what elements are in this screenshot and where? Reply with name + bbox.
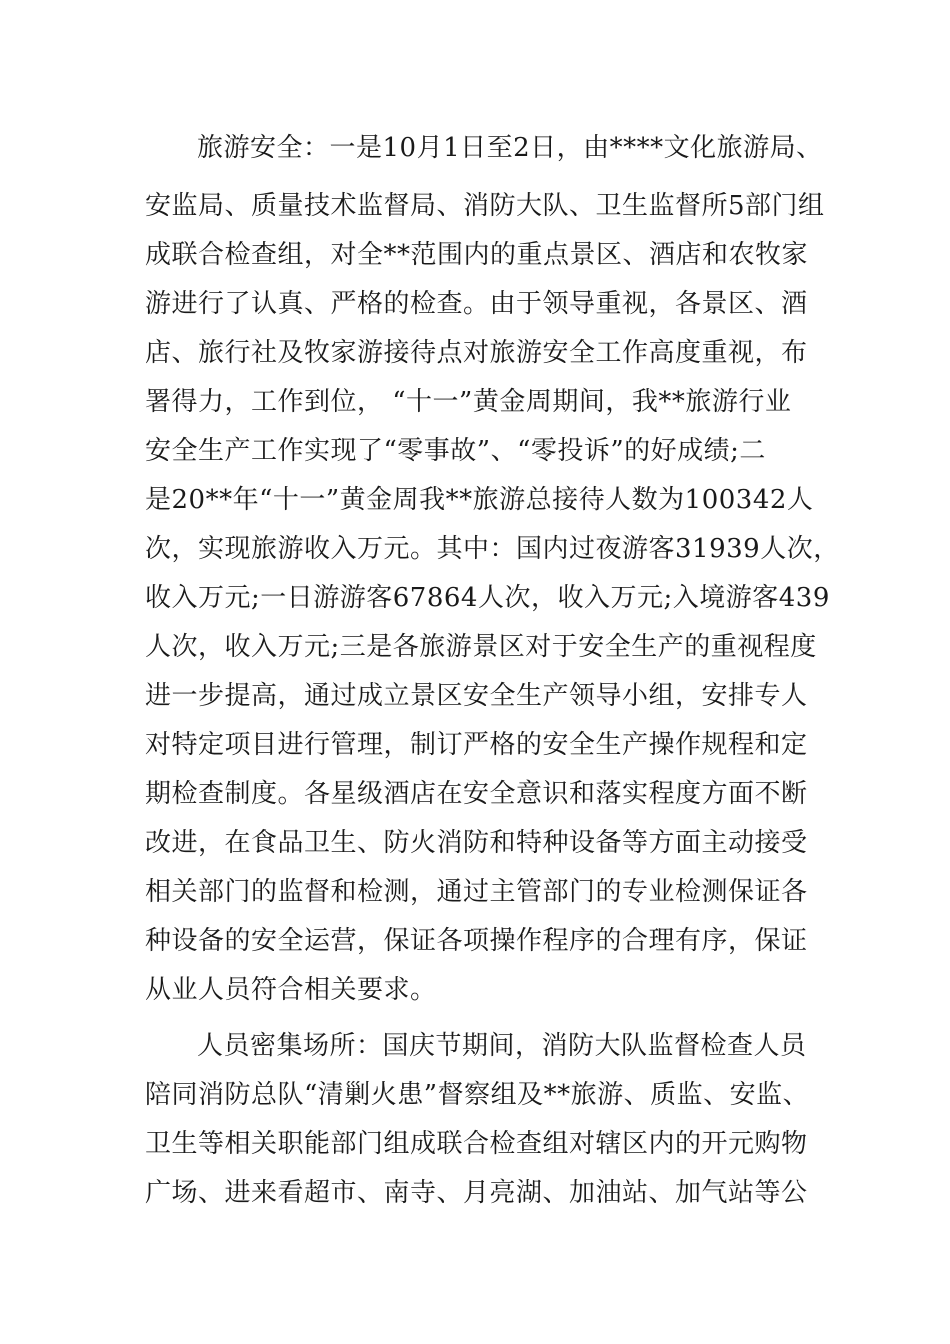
text-line: 收入万元;一日游游客67864人次，收入万元;入境游客439 [145,583,830,613]
text-line: 成联合检查组，对全**范围内的重点景区、酒店和农牧家 [145,240,809,270]
text-line: 署得力，工作到位， “十一”黄金周期间，我**旅游行业 [145,387,792,417]
text-line: 进一步提高，通过成立景区安全生产领导小组，安排专人 [145,681,808,711]
text-line: 安全生产工作实现了“零事故”、“零投诉”的好成绩;二 [145,436,766,466]
text-line: 安监局、质量技术监督局、消防大队、卫生监督所5部门组 [145,191,825,221]
text-line: 从业人员符合相关要求。 [145,975,437,1005]
text-line: 是20**年“十一”黄金周我**旅游总接待人数为100342人 [145,485,814,515]
text-line: 种设备的安全运营，保证各项操作程序的合理有序，保证 [145,926,808,956]
text-line: 期检查制度。各星级酒店在安全意识和落实程度方面不断 [145,779,808,809]
text-line: 对特定项目进行管理，制订严格的安全生产操作规程和定 [145,730,808,760]
text-line: 旅游安全：一是10月1日至2日，由****文化旅游局、 [197,133,823,163]
text-line: 陪同消防总队“清剿火患”督察组及**旅游、质监、安监、 [145,1080,810,1110]
text-line: 人次，收入万元;三是各旅游景区对于安全生产的重视程度 [145,632,817,662]
text-line: 改进，在食品卫生、防火消防和特种设备等方面主动接受 [145,828,808,858]
text-line: 广场、进来看超市、南寺、月亮湖、加油站、加气站等公 [145,1178,808,1208]
text-line: 店、旅行社及牧家游接待点对旅游安全工作高度重视，布 [145,338,808,368]
text-line: 游进行了认真、严格的检查。由于领导重视，各景区、酒 [145,289,808,319]
text-line: 人员密集场所：国庆节期间，消防大队监督检查人员 [197,1031,807,1061]
text-line: 相关部门的监督和检测，通过主管部门的专业检测保证各 [145,877,808,907]
text-line: 卫生等相关职能部门组成联合检查组对辖区内的开元购物 [145,1129,808,1159]
text-line: 次，实现旅游收入万元。其中：国内过夜游客31939人次， [145,534,840,564]
